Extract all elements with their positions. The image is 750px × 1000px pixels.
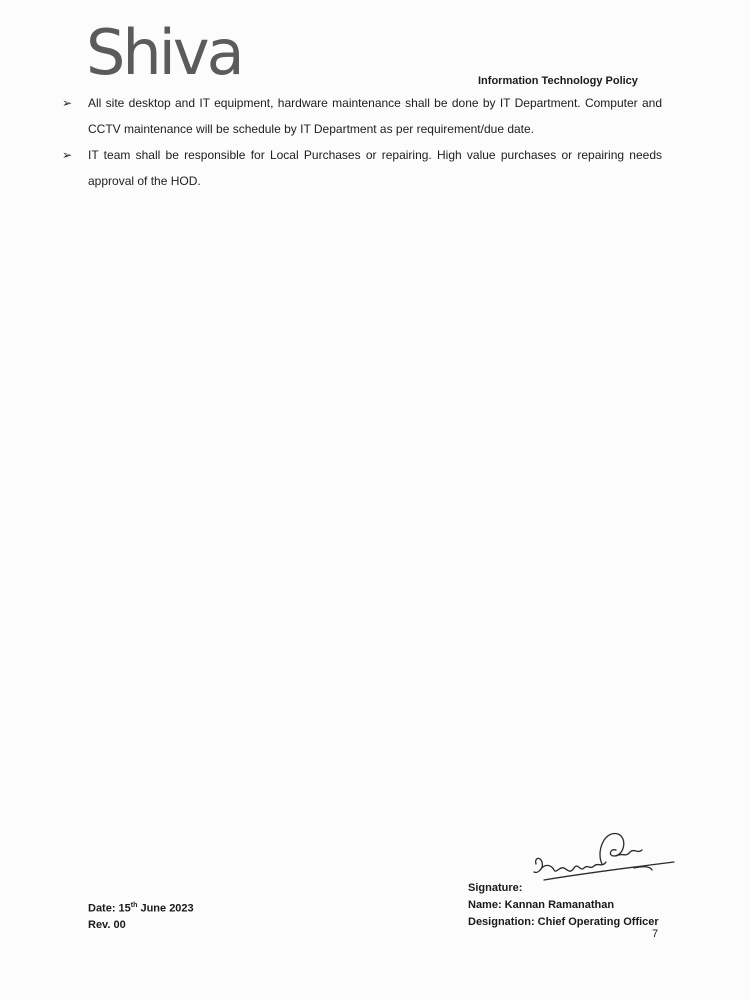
arrow-bullet-icon: ➢ [62,148,73,162]
date-revision-block [88,898,194,933]
date-rest: June 2023 [137,902,194,915]
approval-block [468,880,659,930]
date-ordinal-suffix: th [130,902,138,909]
approver-designation: Designation: Chief Operating Officer [468,916,659,928]
document-title: Information Technology Policy [478,75,638,87]
document-date [88,898,194,917]
list-item [62,142,662,194]
list-item [62,90,662,142]
arrow-bullet-icon: ➢ [62,96,73,110]
policy-bullet-list [62,90,662,194]
bullet-text: All site desktop and IT equipment, hardware maintenance shall be done by IT Department. Computer and CCTV maintenance will be schedule by IT Department as per requirement/due date. [88,96,662,136]
signature-label: Signature: [468,882,523,894]
date-label: Date: 15 [88,902,131,915]
page-number: 7 [652,928,659,940]
approver-name: Name: Kannan Ramanathan [468,899,615,911]
revision-number: Rev. 00 [88,918,126,931]
company-logo: Shiva [86,16,242,89]
bullet-text: IT team shall be responsible for Local Purchases or repairing. High value purchases or repairing needs approval of the HOD. [88,148,662,188]
